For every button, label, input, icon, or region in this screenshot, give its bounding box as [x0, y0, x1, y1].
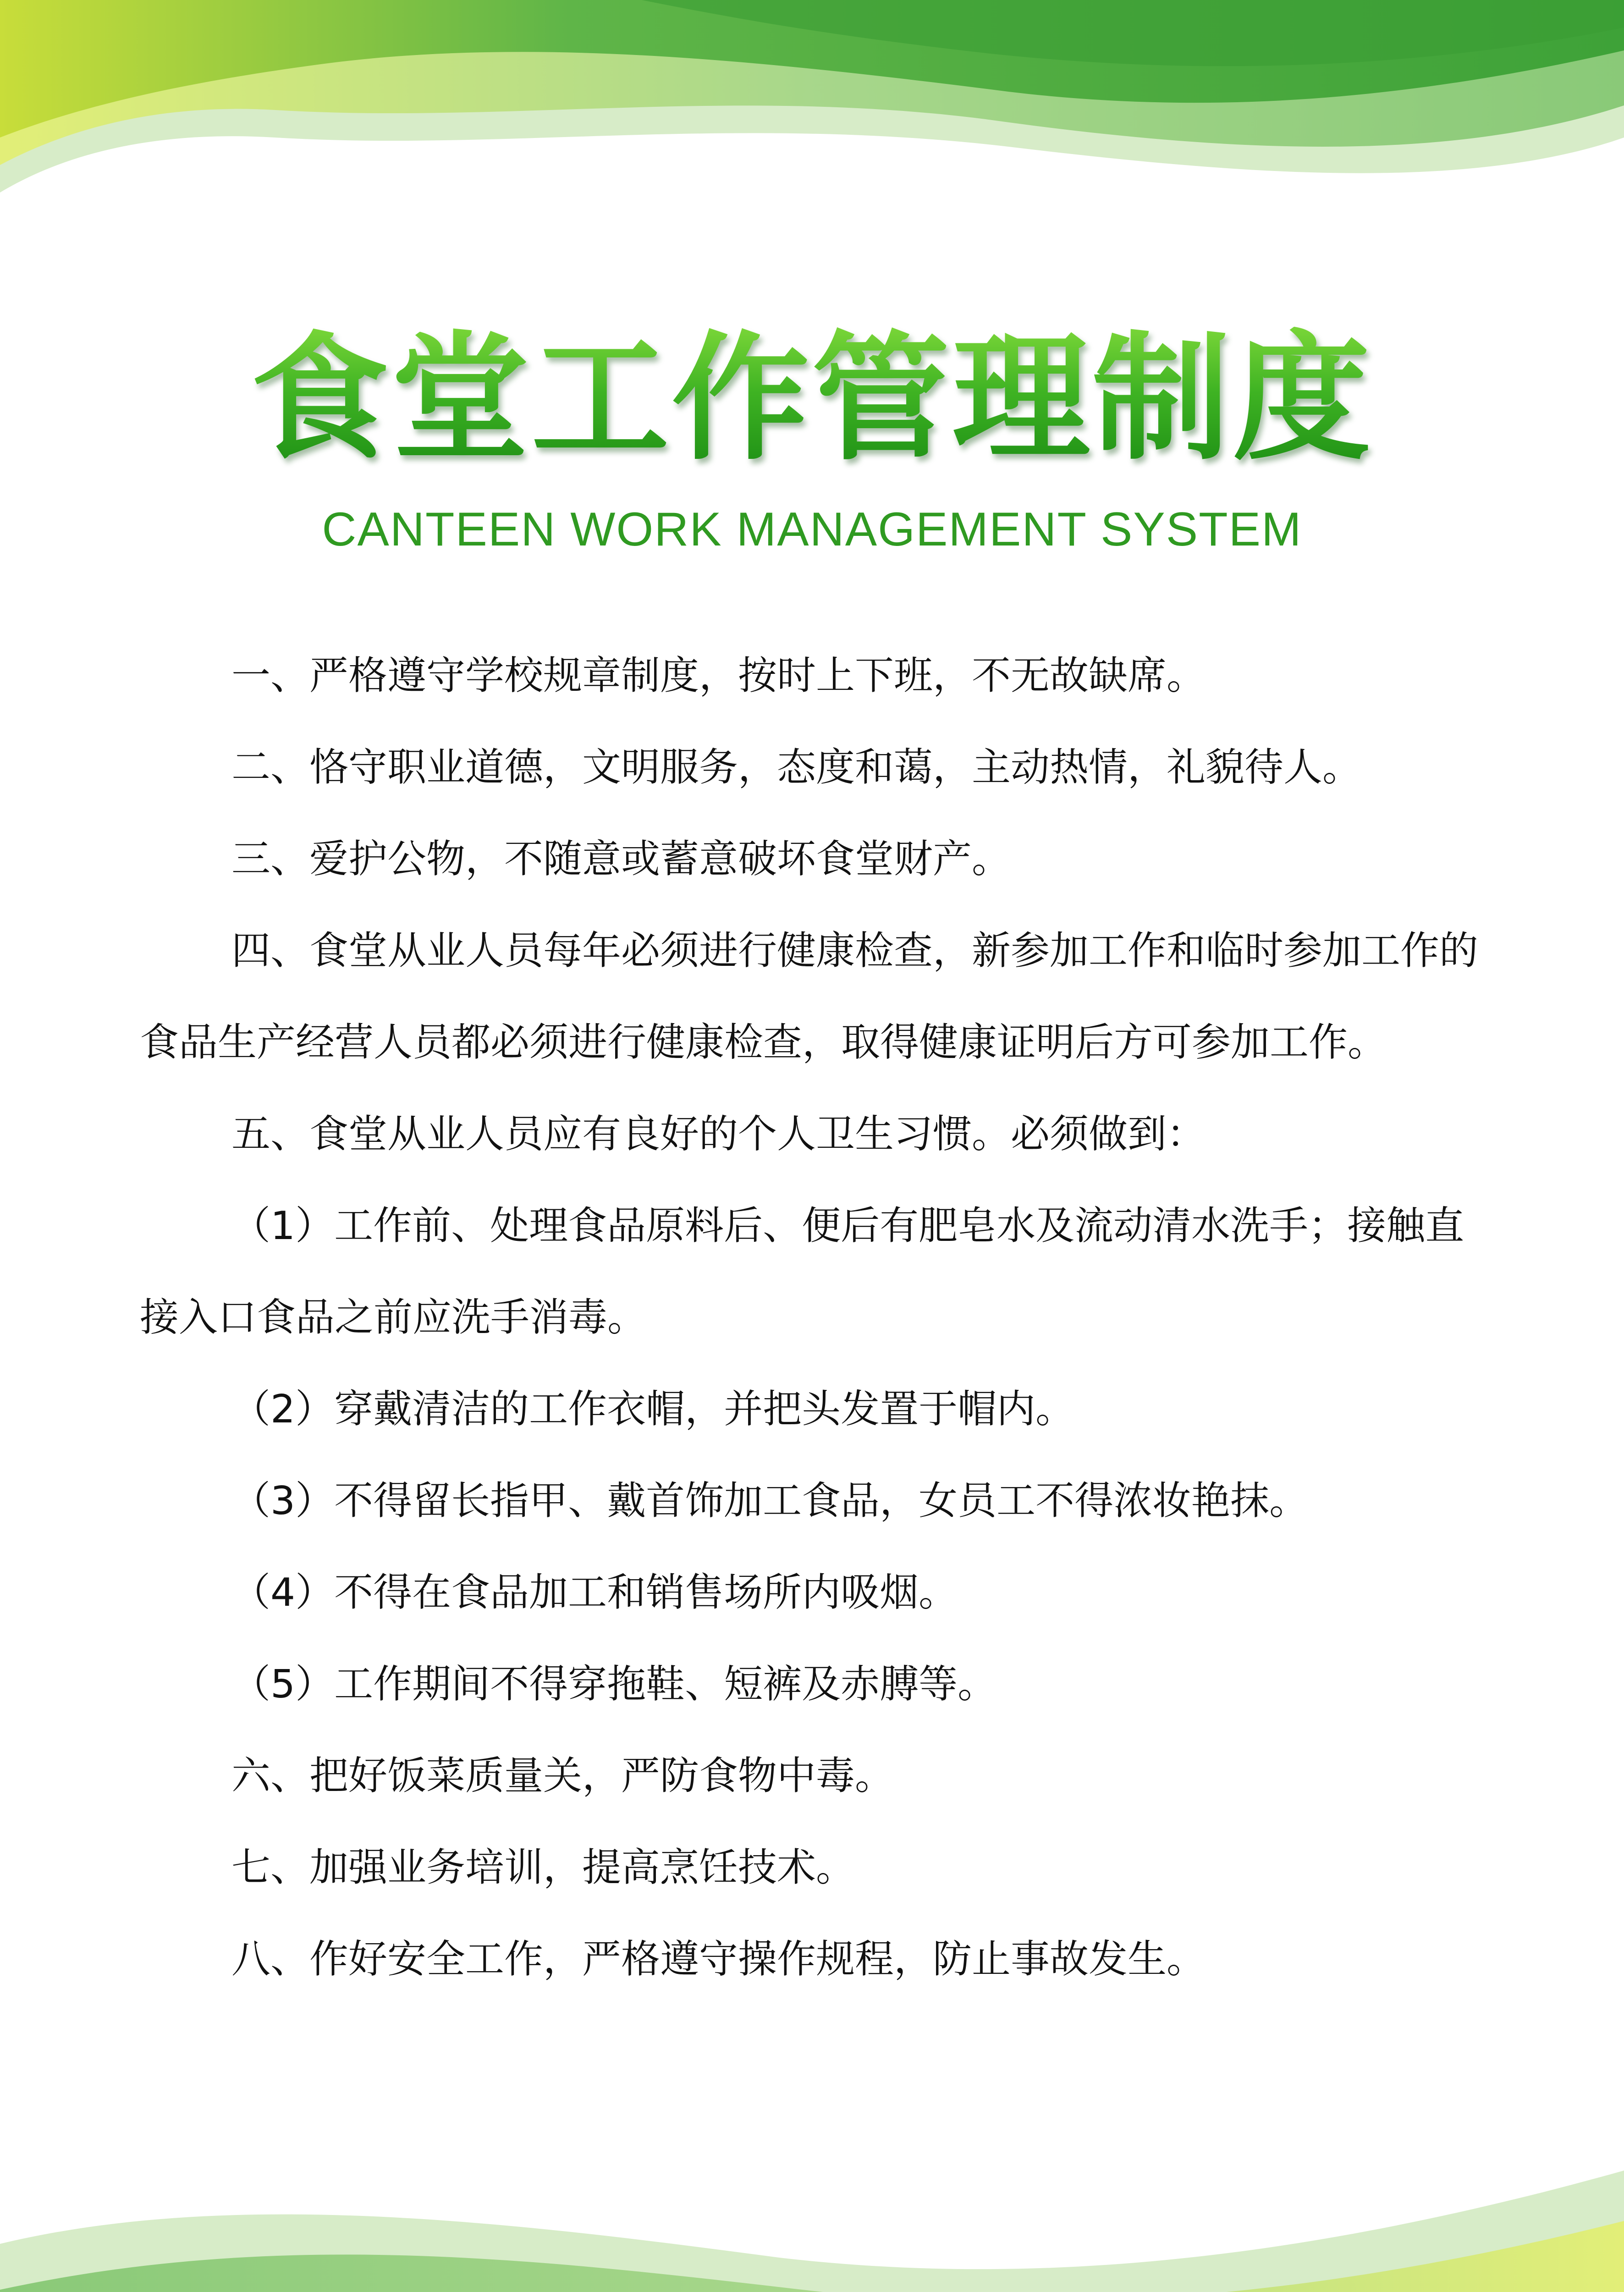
page-subtitle: CANTEEN WORK MANAGEMENT SYSTEM: [322, 503, 1302, 556]
rule-subitem: （5）工作期间不得穿拖鞋、短裤及赤膊等。: [231, 1662, 997, 1707]
rule-subitem: （3）不得留长指甲、戴首饰加工食品，女员工不得浓妆艳抹。: [231, 1478, 1309, 1524]
rule-subitem: （4）不得在食品加工和销售场所内吸烟。: [231, 1570, 958, 1615]
bottom-wave-decoration: [0, 2152, 1624, 2292]
rule-item: 五、食堂从业人员应有良好的个人卫生习惯。必须做到：: [231, 1112, 1206, 1157]
rule-item: 二、恪守职业道德，文明服务，态度和蔼，主动热情，礼貌待人。: [231, 745, 1362, 790]
rule-item: 四、食堂从业人员每年必须进行健康检查，新参加工作和临时参加工作的食品生产经营人员都必须进行健康检查，取得健康证明后方可参加工作。: [140, 928, 1479, 1065]
rules-list: [140, 630, 1485, 2006]
rule-item: 六、把好饭菜质量关，严防食物中毒。: [231, 1753, 894, 1799]
rule-item: 一、严格遵守学校规章制度，按时上下班，不无故缺席。: [231, 653, 1206, 699]
rule-subitem: （1）工作前、处理食品原料后、便后有肥皂水及流动清水洗手；接触直接入口食品之前应洗手消毒。: [140, 1203, 1464, 1340]
rule-subitem: （2）穿戴清洁的工作衣帽，并把头发置于帽内。: [231, 1387, 1075, 1432]
page-title: 食堂工作管理制度: [0, 321, 1624, 477]
rule-item: 七、加强业务培训，提高烹饪技术。: [231, 1845, 855, 1890]
top-wave-decoration: [0, 0, 1624, 257]
rule-item: 三、爱护公物，不随意或蓄意破坏食堂财产。: [231, 837, 1011, 882]
rule-item: 八、作好安全工作，严格遵守操作规程，防止事故发生。: [231, 1937, 1206, 1982]
